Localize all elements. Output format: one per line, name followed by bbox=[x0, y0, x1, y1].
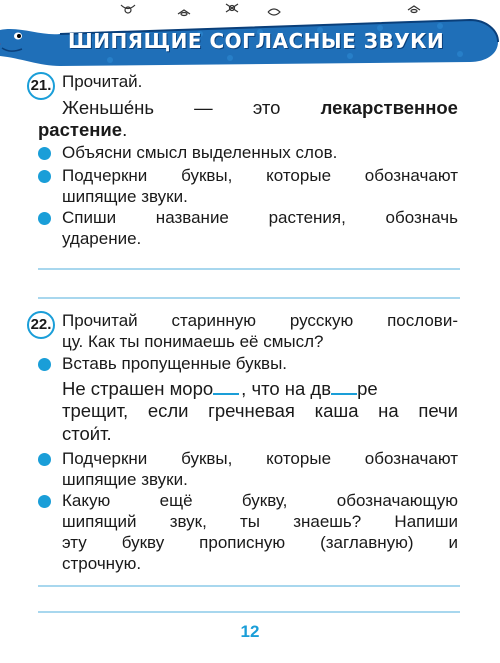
word: Женьше́нь bbox=[62, 97, 154, 118]
writing-line[interactable] bbox=[38, 585, 460, 587]
task21-bullet2-line2: шипящие звуки. bbox=[62, 187, 188, 206]
proverb-line3: стои́т. bbox=[62, 423, 112, 444]
task21-sentence bbox=[62, 96, 458, 120]
proverb-part: Не страшен моро bbox=[62, 378, 214, 399]
dash: — bbox=[194, 97, 213, 118]
task22-bullet3-line1: Какую ещё букву, обозначающую bbox=[62, 491, 458, 510]
task22-bullet2-line2: шипящие звуки. bbox=[62, 470, 188, 489]
letter-blank[interactable] bbox=[331, 377, 357, 395]
bullet-icon bbox=[38, 495, 51, 508]
task22-bullet2-line1: Подчеркни буквы, которые обозначают bbox=[62, 449, 458, 468]
task22-intro-line2: цу. Как ты понимаешь её смысл? bbox=[62, 332, 324, 351]
task22-bullet1: Вставь пропущенные буквы. bbox=[62, 354, 288, 373]
task22-bullet3-line4: строчную. bbox=[62, 554, 142, 573]
bullet-icon bbox=[38, 147, 51, 160]
bullet-icon bbox=[38, 170, 51, 183]
highlighted-word: растение bbox=[38, 119, 123, 140]
task21-bullet3-line1: Спиши название растения, обозначь bbox=[62, 208, 458, 227]
task-number-22: 22. bbox=[27, 311, 55, 339]
task21-bullet2-line1: Подчеркни буквы, которые обозначают bbox=[62, 166, 458, 185]
proverb bbox=[62, 377, 458, 401]
proverb-part: ре bbox=[357, 378, 378, 399]
bullet-icon bbox=[38, 358, 51, 371]
header-banner bbox=[0, 0, 500, 72]
writing-line[interactable] bbox=[38, 611, 460, 613]
bullet-icon bbox=[38, 453, 51, 466]
task22-bullet3-line3: эту букву прописную (заглавную) и bbox=[62, 533, 458, 552]
period: . bbox=[122, 119, 128, 140]
page-title: ШИПЯЩИЕ СОГЛАСНЫЕ ЗВУКИ bbox=[68, 29, 445, 53]
highlighted-word: лекарственное bbox=[320, 97, 458, 118]
proverb-part: , что на дв bbox=[241, 378, 332, 399]
task21-title: Прочитай. bbox=[62, 72, 143, 91]
writing-line[interactable] bbox=[38, 297, 460, 299]
task21-bullet3-line2: ударение. bbox=[62, 229, 142, 248]
word: это bbox=[252, 97, 281, 118]
task21-sentence-cont bbox=[38, 119, 127, 141]
writing-line[interactable] bbox=[38, 268, 460, 270]
letter-blank[interactable] bbox=[213, 377, 239, 395]
task21-bullet1: Объясни смысл выделенных слов. bbox=[62, 143, 338, 162]
page-number: 12 bbox=[240, 622, 260, 641]
task22-bullet3-line2: шипящий звук, ты знаешь? Напиши bbox=[62, 512, 458, 531]
bullet-icon bbox=[38, 212, 51, 225]
proverb-line2: трещит, если гречневая каша на печи bbox=[62, 400, 458, 421]
task-number-21: 21. bbox=[27, 72, 55, 100]
insect-icons bbox=[121, 4, 420, 16]
task22-intro-line1: Прочитай старинную русскую послови- bbox=[62, 311, 458, 330]
